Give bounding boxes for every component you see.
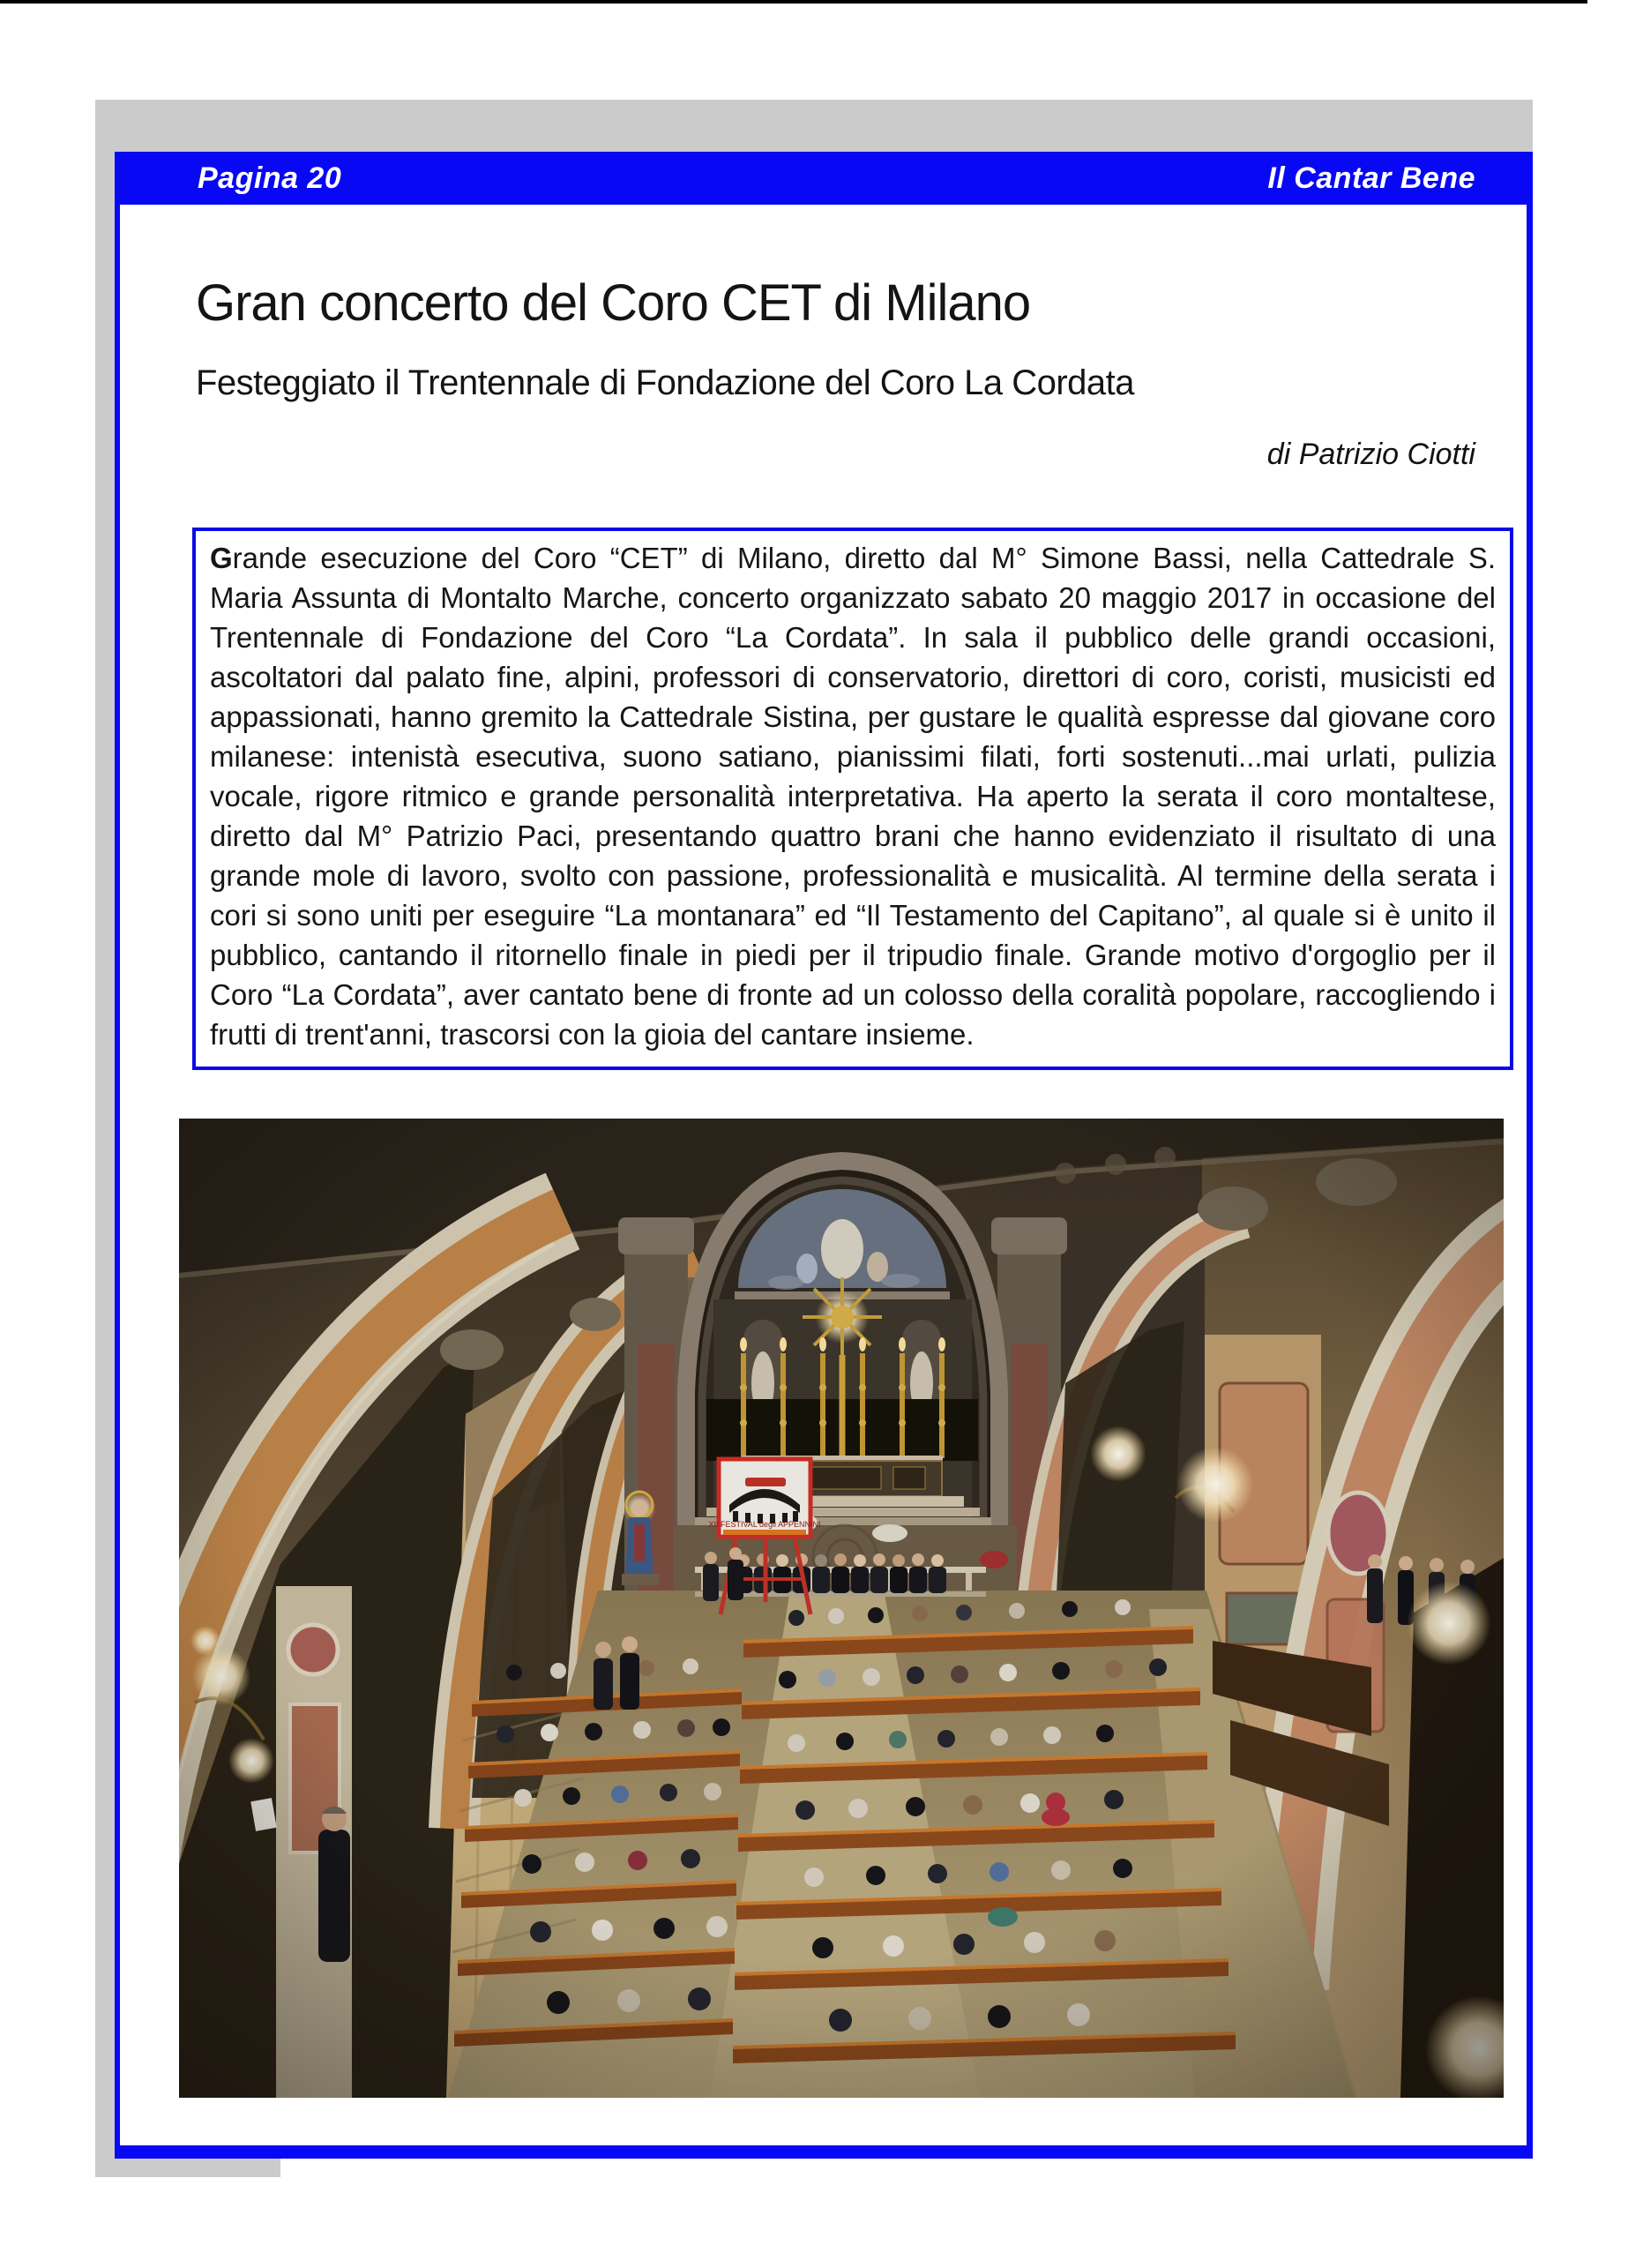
page-header-bar	[120, 152, 1527, 205]
newsletter-title: Il Cantar Bene	[1267, 161, 1475, 195]
concert-photo	[179, 1119, 1504, 2098]
cathedral-concert-illustration	[179, 1119, 1504, 2098]
top-rule	[0, 0, 1587, 4]
lead-paragraph-text: rande esecuzione del Coro “CET” di Milano, diretto dal M° Simone Bassi, nella Cattedrale S. Maria Assunta di Montalto Marche, concerto organizzato sabato 20 maggio 2017 in occasione del Trentennale di Fondazione del Coro “La Cordata”. In sala il pubblico delle grandi occasioni, ascoltatori dal palato fine, alpini, professori di conservatorio, direttori di coro, coristi, musicisti ed appassionati, hanno gremito la Cattedrale Sistina, per gustare le qualità espresse dal giovane coro milanese: intenistà esecutiva, suono satiano, pianissimi filati, forti sostenuti...mai urlati, pulizia vocale, rigore ritmico e grande personalità interpretativa. Ha aperto la serata il coro montaltese, diretto dal M° Patrizio Paci, presentando quattro brani che hanno evidenziato il risultato di una grande mole di lavoro, svolto con passione, professionalità e musicalità. Al termine della serata i cori si sono uniti per eseguire “La montanara” ed “Il Testamento del Capitano”, al quale si è unito il pubblico, cantando il ritornello finale in piedi per il tripudio finale. Grande motivo d'orgoglio per il Coro “La Cordata”, aver cantato bene di fronte ad un colosso della coralità popolare, raccogliendo i frutti di trent'anni, trascorsi con la gioia del cantare insieme.	[210, 542, 1496, 1051]
article-title: Gran concerto del Coro CET di Milano	[196, 274, 1031, 332]
page-shadow-bottom	[95, 2159, 280, 2177]
newsletter-page	[115, 152, 1533, 2159]
dropcap: G	[210, 542, 233, 574]
page-content	[120, 205, 1527, 2145]
lead-paragraph-box	[192, 528, 1513, 1070]
article-subtitle: Festeggiato il Trentennale di Fondazione del Coro La Cordata	[196, 363, 1135, 402]
article-byline: di Patrizio Ciotti	[1266, 438, 1475, 471]
lead-paragraph	[210, 538, 1496, 1054]
page-number: Pagina 20	[198, 161, 342, 195]
